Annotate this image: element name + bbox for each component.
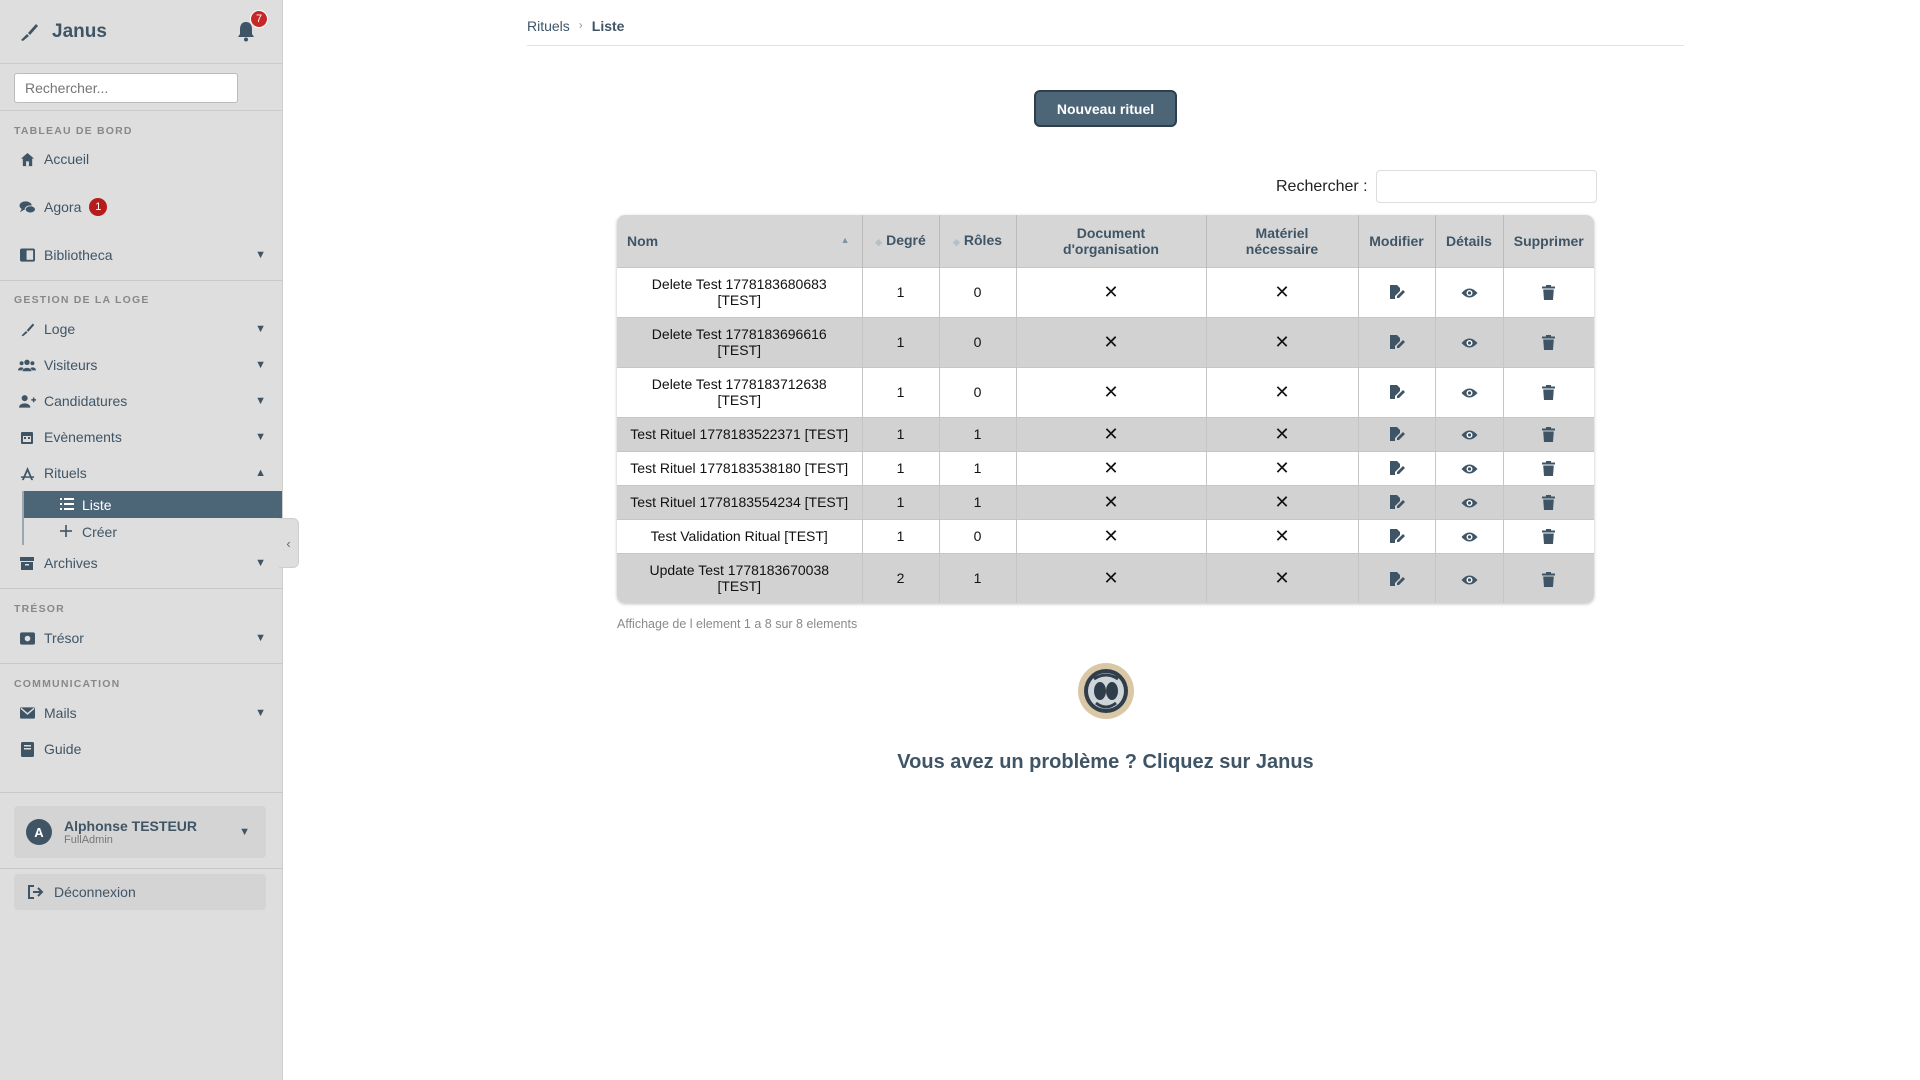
- comments-icon: [18, 198, 36, 216]
- cell-modifier: [1358, 417, 1435, 451]
- chevron-down-icon: ▼: [239, 826, 250, 838]
- trash-icon[interactable]: [1542, 334, 1555, 350]
- cell-materiel: [1206, 417, 1358, 451]
- column-header-document[interactable]: [1016, 215, 1206, 267]
- avatar: A: [26, 819, 52, 845]
- cross-icon: ✕: [1103, 423, 1119, 444]
- envelope-icon: [18, 704, 36, 722]
- cross-icon: ✕: [1103, 567, 1119, 588]
- sidebar-item-label: Loge: [44, 321, 76, 337]
- trash-icon[interactable]: [1542, 494, 1555, 510]
- sidebar-item-loge[interactable]: [0, 311, 282, 347]
- trash-icon[interactable]: [1542, 426, 1555, 442]
- chevron-down-icon: ▼: [255, 632, 266, 644]
- cross-icon: ✕: [1274, 567, 1290, 588]
- ritual-name: Delete Test 1778183696616: [651, 326, 827, 342]
- ritual-name: Update Test 1778183670038: [649, 562, 830, 579]
- column-header-label: nécessaire: [1245, 240, 1319, 257]
- cell-nom: [617, 485, 862, 519]
- money-icon: [18, 629, 36, 647]
- cell-nom: [617, 553, 862, 603]
- table-row: [617, 519, 1594, 553]
- cell-document: [1016, 485, 1206, 519]
- cell-nom: [617, 519, 862, 553]
- cell-details: [1435, 519, 1503, 553]
- cell-degre: 1: [862, 417, 939, 451]
- users-icon: [18, 356, 36, 374]
- help-link[interactable]: Vous avez un problème ? Cliquez sur Janus: [897, 751, 1314, 773]
- sidebar-item-label: Evènements: [44, 429, 122, 445]
- sidebar-item-label: Guide: [44, 741, 82, 757]
- cell-degre: 1: [862, 367, 939, 417]
- table-row: [617, 553, 1594, 603]
- ritual-tag: [TEST]: [717, 292, 762, 308]
- cell-supprimer: [1503, 367, 1594, 417]
- ritual-name: Delete Test 1778183680683: [651, 276, 827, 292]
- trowel-icon: [18, 320, 36, 338]
- column-header-label: Supprimer: [1513, 232, 1584, 249]
- ritual-name: Test Rituel 1778183554234 [TEST]: [630, 494, 849, 510]
- eye-icon[interactable]: [1461, 528, 1478, 544]
- sidebar-subitem-label: Liste: [82, 496, 112, 513]
- cell-document: [1016, 451, 1206, 485]
- trash-icon[interactable]: [1542, 284, 1555, 300]
- rituels-submenu: [22, 491, 282, 545]
- edit-icon[interactable]: [1389, 334, 1405, 350]
- sidebar-item-label: Visiteurs: [44, 357, 98, 373]
- cell-details: [1435, 267, 1503, 317]
- chevron-down-icon: ▼: [255, 323, 266, 335]
- column-header-label: Rôles: [963, 231, 1003, 248]
- cell-nom: [617, 317, 862, 367]
- cell-document: [1016, 367, 1206, 417]
- sidebar-item-label: Archives: [44, 555, 98, 571]
- edit-icon[interactable]: [1389, 284, 1405, 300]
- sidebar-item-candidatures[interactable]: [0, 383, 282, 419]
- column-header-materiel[interactable]: [1206, 215, 1358, 267]
- cell-roles: 0: [939, 519, 1016, 553]
- user-role: FullAdmin: [64, 834, 113, 846]
- table-search: [1276, 170, 1597, 203]
- cross-icon: ✕: [1274, 381, 1290, 402]
- column-header-nom[interactable]: [617, 215, 862, 267]
- divider: [0, 868, 283, 869]
- section-communication: COMMUNICATION: [14, 678, 121, 690]
- cross-icon: ✕: [1103, 331, 1119, 352]
- chevron-down-icon: ▼: [255, 359, 266, 371]
- sidebar-item-archives[interactable]: [0, 545, 282, 581]
- edit-icon[interactable]: [1389, 384, 1405, 400]
- cell-details: [1435, 553, 1503, 603]
- cross-icon: ✕: [1103, 525, 1119, 546]
- cell-document: [1016, 267, 1206, 317]
- table-search-label: Rechercher :: [1276, 177, 1368, 195]
- cell-materiel: [1206, 367, 1358, 417]
- cross-icon: ✕: [1103, 491, 1119, 512]
- cell-degre: 1: [862, 267, 939, 317]
- divider: [0, 792, 283, 793]
- sidebar-collapse-toggle[interactable]: [279, 518, 299, 568]
- column-header-label: Modifier: [1369, 232, 1424, 249]
- sidebar-subitem-creer[interactable]: [24, 518, 282, 545]
- cross-icon: ✕: [1274, 281, 1290, 302]
- cell-materiel: [1206, 519, 1358, 553]
- cell-degre: 1: [862, 451, 939, 485]
- column-header-modifier: [1358, 215, 1435, 267]
- ritual-name: Delete Test 1778183712638: [651, 376, 827, 392]
- calendar-icon: [18, 428, 36, 446]
- eye-icon[interactable]: [1461, 334, 1478, 350]
- cell-supprimer: [1503, 417, 1594, 451]
- cell-supprimer: [1503, 317, 1594, 367]
- new-ritual-button[interactable]: Nouveau rituel: [1034, 90, 1177, 127]
- sign-out-icon: [28, 885, 44, 899]
- chevron-down-icon: ▼: [255, 557, 266, 569]
- agora-badge: 1: [89, 198, 107, 216]
- cross-icon: ✕: [1274, 423, 1290, 444]
- section-lodge: GESTION DE LA LOGE: [14, 294, 150, 306]
- table-header-row: [617, 215, 1594, 267]
- sidebar-item-rituels[interactable]: [0, 455, 282, 491]
- eye-icon[interactable]: [1461, 426, 1478, 442]
- user-info: [64, 818, 197, 846]
- cell-degre: 1: [862, 317, 939, 367]
- cell-modifier: [1358, 317, 1435, 367]
- cell-nom: [617, 417, 862, 451]
- cell-supprimer: [1503, 451, 1594, 485]
- cell-details: [1435, 451, 1503, 485]
- cell-roles: 0: [939, 317, 1016, 367]
- edit-icon[interactable]: [1389, 570, 1405, 586]
- sidebar-item-guide[interactable]: [0, 731, 282, 767]
- cell-roles: 0: [939, 367, 1016, 417]
- janus-emblem[interactable]: [1078, 663, 1134, 719]
- sidebar-subitem-label: Créer: [82, 523, 118, 540]
- sidebar-item-tresor[interactable]: [0, 620, 282, 656]
- sidebar-search-input[interactable]: [14, 73, 238, 103]
- book-icon: [18, 740, 36, 758]
- sidebar-item-label: Agora: [44, 199, 82, 215]
- eye-icon[interactable]: [1461, 570, 1478, 586]
- cell-details: [1435, 367, 1503, 417]
- archive-icon: [18, 554, 36, 572]
- cell-modifier: [1358, 451, 1435, 485]
- cell-details: [1435, 485, 1503, 519]
- sort-icon: ◆: [875, 236, 883, 247]
- cross-icon: ✕: [1274, 457, 1290, 478]
- section-treasury: TRÉSOR: [14, 603, 65, 615]
- cell-modifier: [1358, 367, 1435, 417]
- chevron-down-icon: ▼: [255, 249, 266, 261]
- column-header-degre[interactable]: [862, 215, 939, 267]
- cell-document: [1016, 417, 1206, 451]
- sidebar-search: [0, 64, 282, 111]
- cross-icon: ✕: [1274, 491, 1290, 512]
- ritual-name: Test Rituel 1778183538180 [TEST]: [630, 460, 849, 476]
- cell-materiel: [1206, 485, 1358, 519]
- sidebar-item-accueil[interactable]: [0, 141, 282, 177]
- ritual-tag: [TEST]: [717, 392, 762, 408]
- cell-supprimer: [1503, 519, 1594, 553]
- sidebar-item-evenements[interactable]: [0, 419, 282, 455]
- cell-document: [1016, 553, 1206, 603]
- edit-icon[interactable]: [1389, 460, 1405, 476]
- sidebar-item-mails[interactable]: [0, 695, 282, 731]
- notification-badge: 7: [250, 10, 268, 28]
- app-name[interactable]: Janus: [52, 20, 107, 42]
- cross-icon: ✕: [1103, 381, 1119, 402]
- chevron-down-icon: ▼: [255, 707, 266, 719]
- trowel-icon: [18, 21, 40, 43]
- cell-modifier: [1358, 553, 1435, 603]
- cell-roles: 1: [939, 553, 1016, 603]
- cell-degre: 1: [862, 485, 939, 519]
- breadcrumb-parent[interactable]: Rituels: [527, 18, 570, 34]
- table-row: [617, 417, 1594, 451]
- column-header-label: Document: [1076, 224, 1146, 241]
- eye-icon[interactable]: [1461, 494, 1478, 510]
- column-header-label: Nom: [627, 232, 659, 249]
- edit-icon[interactable]: [1389, 426, 1405, 442]
- edit-icon[interactable]: [1389, 494, 1405, 510]
- cell-nom: [617, 267, 862, 317]
- sidebar-item-bibliotheca[interactable]: [0, 237, 282, 273]
- user-menu[interactable]: [14, 806, 266, 858]
- sort-icon: ◆: [952, 236, 960, 247]
- ritual-tag: [TEST]: [717, 578, 762, 595]
- cell-roles: 1: [939, 451, 1016, 485]
- breadcrumb: [527, 18, 1684, 46]
- cell-nom: [617, 451, 862, 485]
- column-header-label: Degré: [886, 231, 926, 248]
- cell-document: [1016, 317, 1206, 367]
- trash-icon[interactable]: [1542, 460, 1555, 476]
- cell-roles: 0: [939, 267, 1016, 317]
- chevron-up-icon: ▲: [255, 467, 266, 479]
- user-name: Alphonse TESTEUR: [64, 818, 198, 834]
- column-header-roles[interactable]: [939, 215, 1016, 267]
- cell-roles: 1: [939, 417, 1016, 451]
- cell-supprimer: [1503, 485, 1594, 519]
- chevron-down-icon: ▼: [255, 395, 266, 407]
- book-open-icon: [18, 246, 36, 264]
- cell-materiel: [1206, 267, 1358, 317]
- table-row: [617, 451, 1594, 485]
- user-plus-icon: [18, 392, 36, 410]
- sidebar-item-label: Bibliotheca: [44, 247, 113, 263]
- cross-icon: ✕: [1274, 525, 1290, 546]
- cell-degre: 1: [862, 519, 939, 553]
- table-search-input[interactable]: [1376, 170, 1597, 203]
- cell-degre: 2: [862, 553, 939, 603]
- cell-materiel: [1206, 317, 1358, 367]
- cell-modifier: [1358, 267, 1435, 317]
- cell-roles: 1: [939, 485, 1016, 519]
- sidebar-item-label: Trésor: [44, 630, 84, 646]
- sidebar-item-label: Rituels: [44, 465, 87, 481]
- breadcrumb-current: Liste: [591, 18, 625, 34]
- rituals-table: [617, 215, 1594, 603]
- cell-document: [1016, 519, 1206, 553]
- column-header-label: d'organisation: [1063, 240, 1159, 257]
- sidebar-item-label: Accueil: [44, 151, 90, 167]
- cell-details: [1435, 317, 1503, 367]
- eye-icon[interactable]: [1461, 460, 1478, 476]
- trash-icon[interactable]: [1542, 528, 1555, 544]
- cell-supprimer: [1503, 553, 1594, 603]
- eye-icon[interactable]: [1461, 384, 1478, 400]
- section-dashboard: TABLEAU DE BORD: [14, 125, 133, 137]
- brand: [0, 0, 282, 64]
- ritual-tag: [TEST]: [717, 342, 762, 358]
- sidebar: [0, 0, 283, 1080]
- cell-materiel: [1206, 451, 1358, 485]
- table-row: [617, 367, 1594, 417]
- cell-details: [1435, 417, 1503, 451]
- plus-icon: [60, 524, 72, 540]
- edit-icon[interactable]: [1389, 528, 1405, 544]
- column-header-label: Matériel: [1255, 224, 1309, 241]
- sidebar-subitem-liste[interactable]: [24, 491, 282, 518]
- logout-button[interactable]: [14, 874, 266, 910]
- ritual-name: Test Validation Ritual [TEST]: [650, 528, 828, 544]
- cell-modifier: [1358, 519, 1435, 553]
- sidebar-item-agora[interactable]: [0, 189, 282, 225]
- sidebar-item-label: Candidatures: [44, 393, 128, 409]
- sidebar-item-label: Mails: [44, 705, 77, 721]
- sort-asc-icon: ▲: [840, 235, 850, 245]
- chevron-right-icon: ›: [578, 18, 583, 32]
- sidebar-item-visiteurs[interactable]: [0, 347, 282, 383]
- table-row: [617, 317, 1594, 367]
- logout-label: Déconnexion: [54, 884, 136, 900]
- table-info: Affichage de l element 1 a 8 sur 8 elements: [617, 617, 858, 631]
- cell-nom: [617, 367, 862, 417]
- column-header-details: [1435, 215, 1503, 267]
- cell-modifier: [1358, 485, 1435, 519]
- column-header-supprimer: [1503, 215, 1594, 267]
- compass-icon: [18, 464, 36, 482]
- cross-icon: ✕: [1274, 331, 1290, 352]
- chevron-left-icon: ‹: [286, 535, 291, 551]
- cross-icon: ✕: [1103, 457, 1119, 478]
- chevron-down-icon: ▼: [255, 431, 266, 443]
- eye-icon[interactable]: [1461, 284, 1478, 300]
- list-icon: [60, 497, 74, 513]
- cell-materiel: [1206, 553, 1358, 603]
- home-icon: [18, 150, 36, 168]
- janus-head-icon: [1082, 667, 1130, 715]
- cell-supprimer: [1503, 267, 1594, 317]
- table-row: [617, 267, 1594, 317]
- trash-icon[interactable]: [1542, 384, 1555, 400]
- ritual-name: Test Rituel 1778183522371 [TEST]: [630, 426, 849, 442]
- column-header-label: Détails: [1446, 232, 1492, 249]
- trash-icon[interactable]: [1542, 570, 1555, 586]
- cross-icon: ✕: [1103, 281, 1119, 302]
- table-row: [617, 485, 1594, 519]
